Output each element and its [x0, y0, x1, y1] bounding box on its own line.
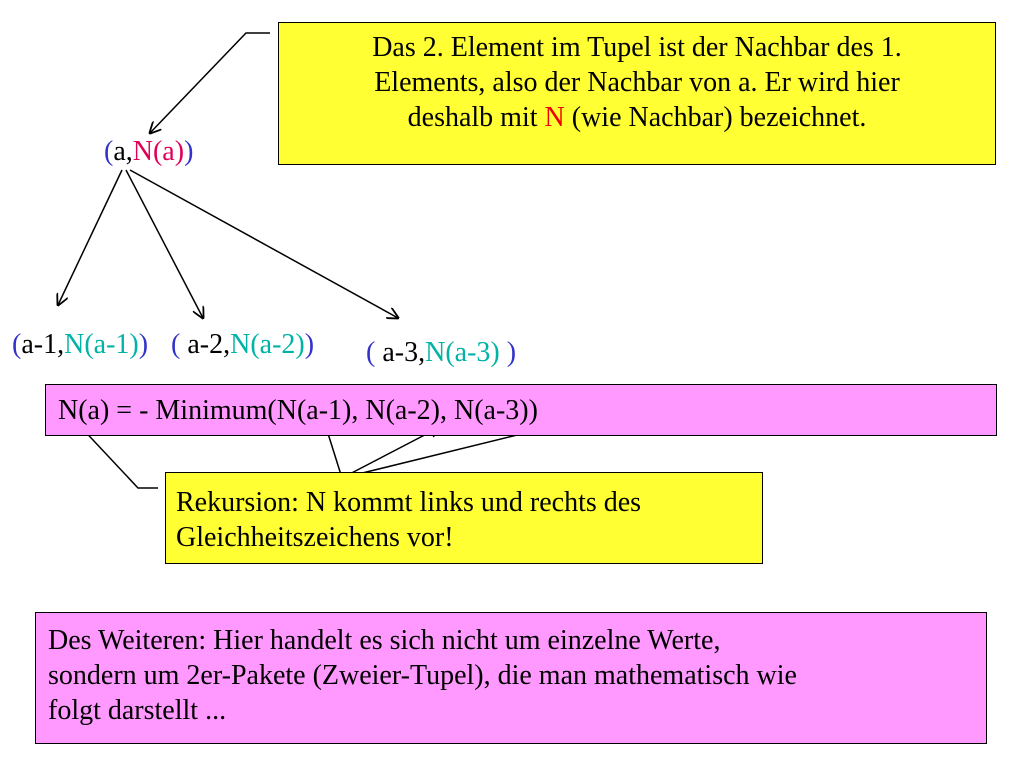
edge-root-child2 [126, 170, 203, 318]
bottom-line-3: folgt darstellt ... [48, 695, 227, 726]
child-tuple-2: ( a-2,N(a-2)) [171, 329, 315, 360]
arrow-note-to-root [150, 33, 270, 133]
bottom-line-1: Des Weiteren: Hier handelt es sich nicht um einzelne Werte, [48, 625, 721, 656]
root-tuple: (a,N(a)) [104, 136, 194, 167]
edge-root-child3 [130, 170, 398, 318]
child-tuple-1: (a-1,N(a-1)) [12, 329, 149, 360]
formula-text: N(a) = - Minimum(N(a-1), N(a-2), N(a-3)) [58, 395, 538, 426]
child-tuple-3: ( a-3,N(a-3) ) [366, 337, 517, 368]
n-highlight: N [544, 102, 565, 133]
further-explanation-box [35, 612, 987, 744]
neighbor-explanation-box [278, 22, 996, 165]
rek-line-1: Rekursion: N kommt links und rechts des [176, 487, 642, 518]
recursion-formula-box [45, 384, 997, 436]
note-line-2: Elements, also der Nachbar von a. Er wird hier [374, 67, 900, 98]
recursion-note-box [165, 472, 763, 564]
note-line-3: deshalb mit N (wie Nachbar) bezeichnet. [407, 102, 867, 133]
edge-root-child1 [58, 170, 122, 305]
note-line-1: Das 2. Element im Tupel ist der Nachbar des 1. [372, 32, 902, 63]
bottom-line-2: sondern um 2er-Pakete (Zweier-Tupel), die man mathematisch wie [48, 660, 797, 691]
rek-line-2: Gleichheitszeichens vor! [176, 522, 454, 553]
